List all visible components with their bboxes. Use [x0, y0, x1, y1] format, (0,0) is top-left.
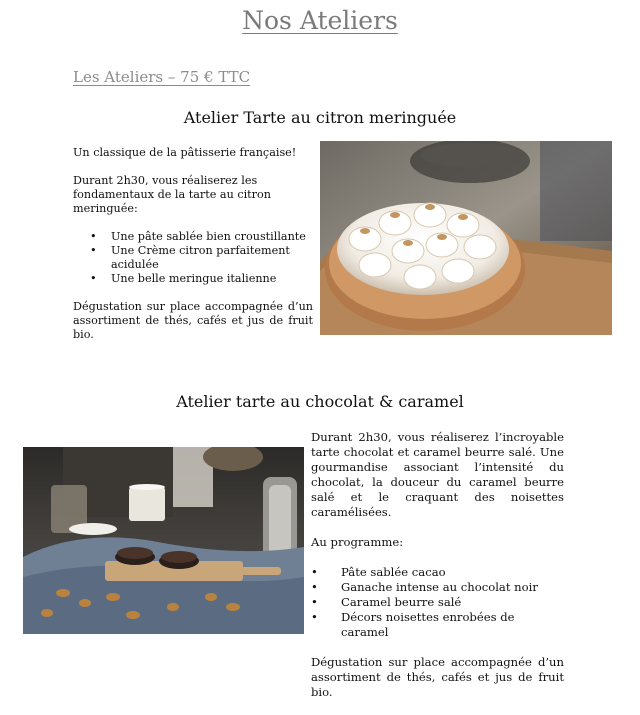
- atelier-1-heading: Atelier Tarte au citron meringuée: [183, 108, 457, 127]
- atelier-1-text: [73, 146, 313, 356]
- list-item: • Une Crème citron parfaitement acidulée: [73, 244, 313, 272]
- section-title: Les Ateliers – 75 € TTC: [73, 68, 251, 86]
- list-item: • Pâte sablée cacao: [311, 565, 564, 580]
- atelier-2-text: [311, 430, 564, 715]
- atelier-1-tasting: Dégustation sur place accompagnée d’un assortiment de thés, cafés et jus de fruit bio.: [73, 300, 313, 341]
- atelier-1-intro: Un classique de la pâtisserie française!: [73, 146, 297, 159]
- atelier-2-heading: Atelier tarte au chocolat & caramel: [176, 392, 464, 411]
- atelier-2-list: [311, 565, 564, 640]
- atelier-2-tasting: Dégustation sur place accompagnée d’un assortiment de thés, cafés et jus de fruit bio.: [311, 655, 564, 699]
- list-item: • Ganache intense au chocolat noir: [311, 580, 564, 595]
- list-item: • Une pâte sablée bien croustillante: [73, 230, 313, 244]
- lemon-tart-photo: [320, 141, 612, 335]
- list-item: • Décors noisettes enrobées de caramel: [311, 610, 564, 640]
- chocolate-tart-photo: [23, 447, 304, 634]
- page-title: Nos Ateliers: [242, 6, 398, 35]
- atelier-1-list: [73, 230, 313, 286]
- list-item: • Caramel beurre salé: [311, 595, 564, 610]
- atelier-2-program-label: Au programme:: [311, 535, 404, 549]
- atelier-2-description: Durant 2h30, vous réaliserez l’incroyable tarte chocolat et caramel beurre salé. Une gourmandise associant l’intensité du chocolat, la douceur du caramel beurre salé et le craquant des noisettes caramélisées.: [311, 430, 564, 519]
- list-item: • Une belle meringue italienne: [73, 272, 313, 286]
- atelier-1-description: Durant 2h30, vous réaliserez les fondamentaux de la tarte au citron meringuée:: [73, 174, 271, 215]
